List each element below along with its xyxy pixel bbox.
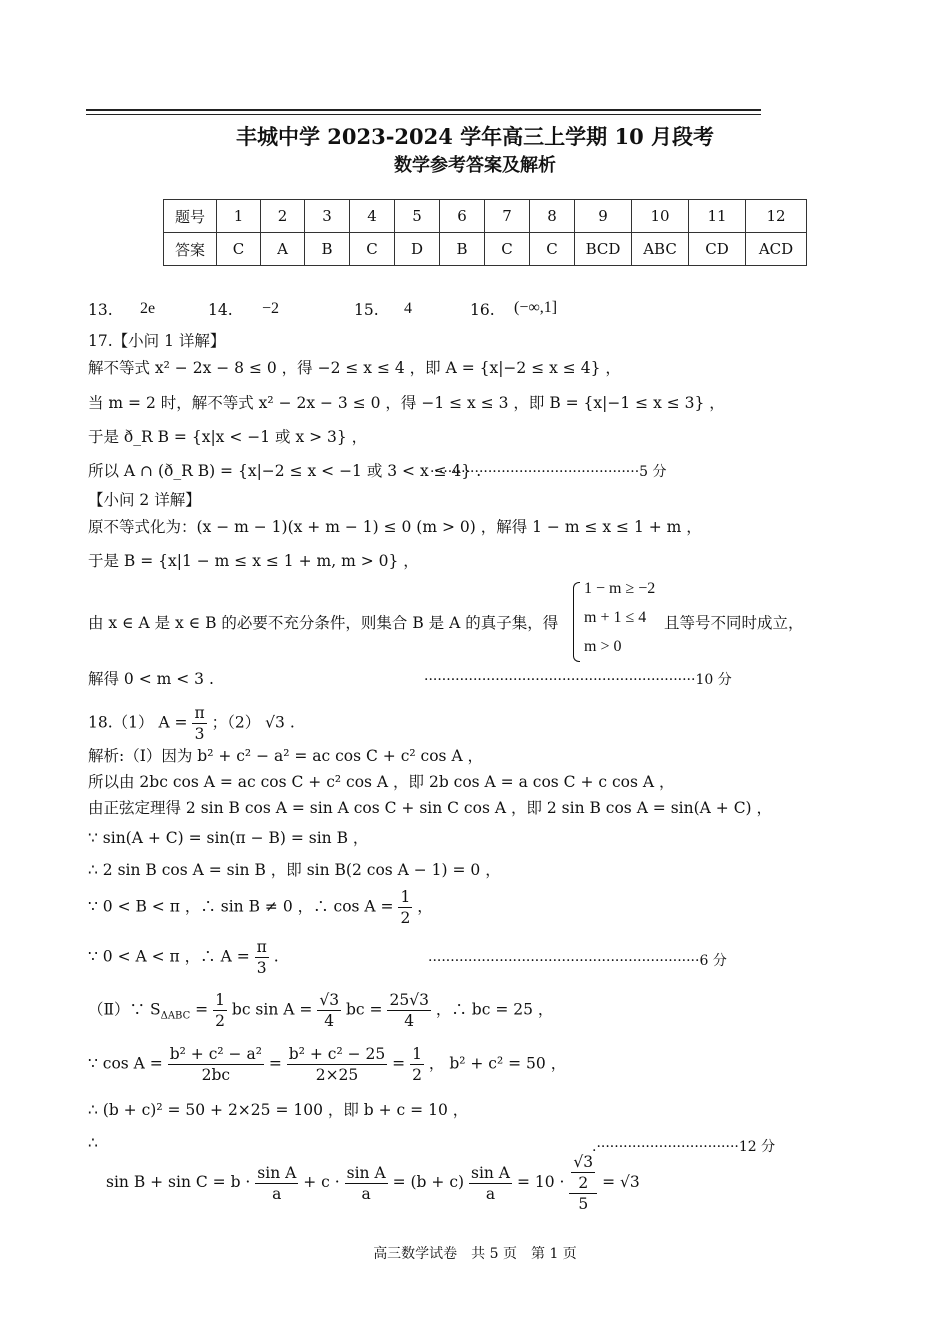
numerator: 1 <box>412 1045 422 1063</box>
q18-line-12 <box>106 1152 640 1214</box>
fraction-cos-substituted <box>287 1044 387 1085</box>
q18-line-11: ∴ <box>88 1134 98 1152</box>
answer-row-label: 答案 <box>164 233 217 266</box>
q18-line-7-text: ∵ 0 < A < π ，∴ A = <box>88 947 250 966</box>
answer-cell: C <box>350 233 395 266</box>
question-cell: 9 <box>575 200 632 233</box>
fraction-sinA-over-a <box>469 1163 512 1204</box>
q17-part1-heading: 17.【小问 1 详解】 <box>88 332 226 350</box>
q18-part2-score: .································12 分 <box>592 1139 776 1155</box>
denominator: 4 <box>324 1012 335 1030</box>
question-cell: 12 <box>746 200 807 233</box>
q18-line-12-mid: + c · <box>303 1173 340 1191</box>
fraction-sinA-over-a <box>345 1163 388 1204</box>
numerator <box>569 1152 597 1194</box>
q18-line-2: 所以由 2bc cos A = ac cos C + c² cos A ，即 2b cos A = a cos C + c cos A ， <box>88 773 675 791</box>
denominator: 2 <box>215 1012 225 1030</box>
answer-cell: ACD <box>746 233 807 266</box>
question-row-label: 题号 <box>164 200 217 233</box>
fraction-pi-over-3 <box>192 703 206 744</box>
question-cell: 3 <box>305 200 350 233</box>
answer-cell: D <box>395 233 440 266</box>
answer-cell: CD <box>689 233 746 266</box>
equals: = <box>268 1054 282 1073</box>
question-cell: 8 <box>530 200 575 233</box>
q15-number: 15. <box>354 301 379 319</box>
denominator: a <box>361 1184 371 1203</box>
numerator: π <box>256 938 267 956</box>
question-cell: 10 <box>632 200 689 233</box>
q18-line-8-tail: ，∴ bc = 25 ， <box>435 1000 554 1019</box>
q18-area-label: （Ⅱ）∵ S <box>88 1000 161 1019</box>
q14-number: 14. <box>208 301 233 319</box>
q17-line-8: 解得 0 < m < 3 . <box>88 670 214 688</box>
denominator: 3 <box>194 725 205 743</box>
q17-part1-score: ···············································5 分 <box>430 464 667 480</box>
q16-number: 16. <box>470 301 495 319</box>
q18-line-10: ∴ (b + c)² = 50 + 2×25 = 100 ，即 b + c = 10 ， <box>88 1101 469 1119</box>
denominator: 3 <box>256 959 267 977</box>
fraction-pi-over-3 <box>255 937 269 978</box>
question-cell: 1 <box>217 200 261 233</box>
equals: = <box>190 1000 209 1019</box>
denominator: 5 <box>578 1195 589 1213</box>
question-cell: 11 <box>689 200 746 233</box>
denominator: 2bc <box>201 1066 231 1084</box>
q18-line-7 <box>88 937 279 978</box>
fraction-cos-formula <box>168 1044 264 1085</box>
q17-line-3: 于是 ð_R B = {x|x < −1 或 x > 3} ， <box>88 428 368 446</box>
punctuation: . <box>273 947 279 966</box>
q17-line-7-tail: 且等号不同时成立， <box>664 614 804 632</box>
fraction-sqrt3-over-4 <box>317 990 341 1031</box>
numerator: b² + c² − a² <box>169 1045 262 1063</box>
denominator: a <box>485 1184 496 1203</box>
denominator: 4 <box>404 1012 415 1030</box>
q17-line-1: 解不等式 x² − 2x − 8 ≤ 0 ，得 −2 ≤ x ≤ 4 ，即 A = {x|−2 ≤ x ≤ 4} ， <box>88 359 621 377</box>
fraction-sqrt3-over-2 <box>571 1152 595 1193</box>
q17-line-5: 原不等式化为：(x − m − 1)(x + m − 1) ≤ 0 (m > 0) ，解得 1 − m ≤ x ≤ 1 + m ， <box>88 518 702 536</box>
answer-cell: BCD <box>575 233 632 266</box>
q13-answer: 2e <box>140 300 156 317</box>
answer-row <box>164 233 807 266</box>
system-row-1: 1 − m ≥ −2 <box>584 580 656 597</box>
q18-line-9-tail: ， b² + c² = 50 ， <box>428 1054 567 1073</box>
q18-answer-a: 18.（1） A = <box>88 713 188 732</box>
page-footer: 高三数学试卷 共 5 页 第 1 页 <box>373 1246 577 1262</box>
q18-line-4: ∵ sin(A + C) = sin(π − B) = sin B ， <box>88 829 369 847</box>
numerator: √3 <box>573 1153 594 1171</box>
q18-line-8-mid: bc sin A = <box>231 1000 313 1019</box>
q17-line-4: 所以 A ∩ (ð_R B) = {x|−2 ≤ x < −1 或 3 < x ≤ 4} . <box>88 462 482 480</box>
q18-line-5: ∴ 2 sin B cos A = sin B ，即 sin B(2 cos A − 1) = 0 ， <box>88 861 501 879</box>
fraction-sinA-over-a <box>255 1163 298 1204</box>
system-brace <box>573 582 580 662</box>
q18-line-6 <box>88 887 433 928</box>
q14-answer: −2 <box>262 300 280 317</box>
numerator: 1 <box>215 991 225 1009</box>
page-title: 丰城中学 2023-2024 学年高三上学期 10 月段考 <box>235 124 715 149</box>
q18-line-9-text: ∵ cos A = <box>88 1054 163 1073</box>
fraction-25sqrt3-over-4 <box>387 990 430 1031</box>
fraction-one-half <box>398 887 412 928</box>
answer-table <box>163 199 807 266</box>
question-cell: 6 <box>440 200 485 233</box>
q17-part2-score: ·····························································10 分 <box>424 672 732 688</box>
page-subtitle: 数学参考答案及解析 <box>394 155 556 176</box>
q18-answer-b: ；（2） √3 . <box>211 713 295 732</box>
q18-line-12-text: sin B + sin C = b · <box>106 1173 251 1191</box>
q13-number: 13. <box>88 301 113 319</box>
denominator: 2 <box>412 1066 422 1084</box>
q18-area-subscript: ΔABC <box>160 1010 191 1022</box>
punctuation: ， <box>417 897 433 916</box>
q18-line-8-mid2: bc = <box>346 1000 383 1019</box>
q17-line-6: 于是 B = {x|1 − m ≤ x ≤ 1 + m, m > 0} ， <box>88 552 419 570</box>
system-row-2: m + 1 ≤ 4 <box>584 609 647 626</box>
q17-part2-heading: 【小问 2 详解】 <box>88 491 201 509</box>
answer-cell: ABC <box>632 233 689 266</box>
system-row-3: m > 0 <box>584 638 622 655</box>
header-rule-bottom <box>86 114 761 115</box>
question-cell: 4 <box>350 200 395 233</box>
answer-cell: C <box>530 233 575 266</box>
question-cell: 2 <box>261 200 305 233</box>
answer-cell: A <box>261 233 305 266</box>
denominator: a <box>272 1184 282 1203</box>
numerator: 1 <box>400 888 411 906</box>
q18-line-9 <box>88 1044 566 1085</box>
numerator: sin A <box>257 1163 297 1182</box>
fraction-nested <box>569 1152 597 1214</box>
q17-line-7: 由 x ∈ A 是 x ∈ B 的必要不充分条件，则集合 B 是 A 的真子集，得 <box>88 614 559 632</box>
q18-answer-line <box>88 703 295 744</box>
q18-line-12-tail: = √3 <box>602 1173 640 1191</box>
q15-answer: 4 <box>404 300 412 317</box>
numerator: sin A <box>346 1163 386 1182</box>
numerator: 25√3 <box>389 991 429 1009</box>
q18-line-6-text: ∵ 0 < B < π ，∴ sin B ≠ 0 ，∴ cos A = <box>88 897 394 916</box>
header-rule-top <box>86 109 761 111</box>
answer-cell: B <box>440 233 485 266</box>
answer-cell: C <box>485 233 530 266</box>
q18-line-12-mid2: = (b + c) <box>392 1173 465 1191</box>
q16-answer: (−∞,1] <box>514 299 558 316</box>
numerator: b² + c² − 25 <box>288 1045 386 1063</box>
denominator: 2 <box>578 1174 589 1192</box>
question-cell: 5 <box>395 200 440 233</box>
numerator: π <box>194 704 205 722</box>
numerator: √3 <box>319 991 340 1009</box>
q17-line-2: 当 m = 2 时，解不等式 x² − 2x − 3 ≤ 0 ，得 −1 ≤ x ≤ 3 ，即 B = {x|−1 ≤ x ≤ 3} ， <box>88 394 725 412</box>
fraction-one-half <box>213 990 227 1031</box>
q18-line-12-mid3: = 10 · <box>516 1173 565 1191</box>
q18-line-3: 由正弦定理得 2 sin B cos A = sin A cos C + sin C cos A ，即 2 sin B cos A = sin(A + C) ， <box>88 799 773 817</box>
answer-cell: C <box>217 233 261 266</box>
question-cell: 7 <box>485 200 530 233</box>
fraction-one-half <box>410 1044 424 1085</box>
q18-line-8 <box>88 990 553 1031</box>
denominator: 2 <box>400 909 411 927</box>
denominator: 2×25 <box>315 1066 359 1084</box>
q18-part1-score: ·····························································6 分 <box>428 953 727 969</box>
q18-line-1: 解析:（Ⅰ）因为 b² + c² − a² = ac cos C + c² cos A ， <box>88 747 484 765</box>
equals: = <box>392 1054 406 1073</box>
answer-cell: B <box>305 233 350 266</box>
question-row <box>164 200 807 233</box>
numerator: sin A <box>470 1163 510 1182</box>
